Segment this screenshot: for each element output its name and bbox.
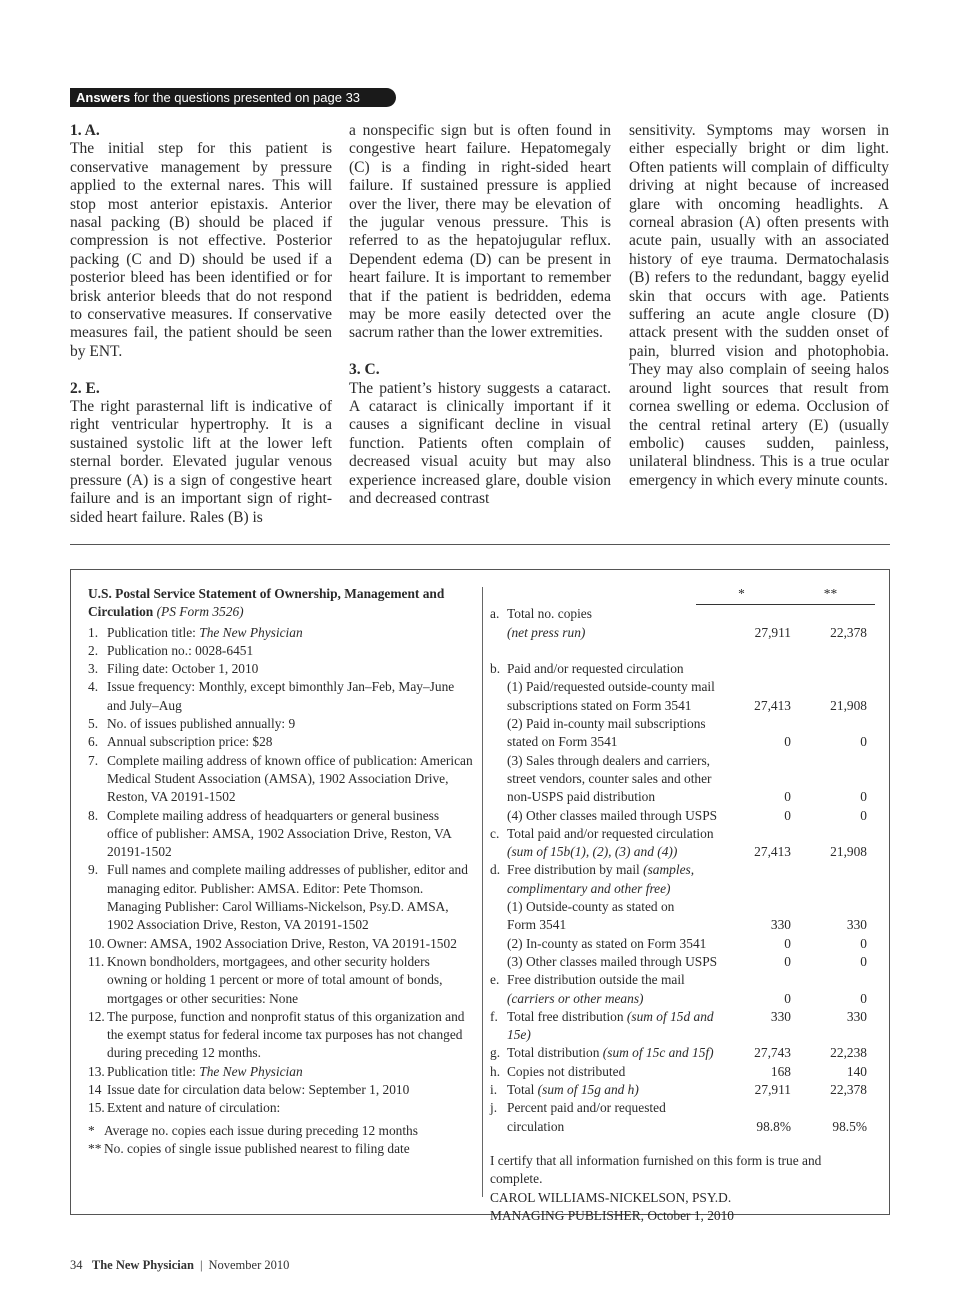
answers-banner	[70, 88, 396, 107]
row-value-single	[791, 642, 875, 660]
header-average: *	[738, 586, 745, 601]
circulation-header	[696, 585, 875, 605]
row-label: Total free distribution (sum of 15d and 15e)	[507, 1008, 714, 1043]
statement-item	[88, 935, 473, 953]
row-label: street vendors, counter sales and other	[507, 770, 712, 786]
item-text: Publication title: The New Physician	[107, 1063, 303, 1079]
item-text: Publication title: The New Physician	[107, 624, 303, 640]
table-row	[490, 1063, 875, 1081]
table-row	[490, 642, 875, 660]
section-divider	[70, 544, 890, 545]
row-letter: g.	[490, 1045, 501, 1061]
row-value-single: 22,378	[830, 624, 867, 640]
row-value-average: 0	[784, 990, 791, 1006]
table-row	[490, 825, 875, 843]
answer-3-heading: 3. C.	[349, 361, 380, 379]
row-value-average	[723, 1099, 791, 1117]
row-value-average: 98.8%	[756, 1118, 791, 1134]
item-number: 14	[88, 1082, 102, 1098]
row-letter	[490, 624, 507, 642]
row-letter: b.	[490, 661, 501, 677]
row-label: subscriptions stated on Form 3541	[507, 697, 692, 713]
row-value-average: 27,413	[754, 844, 791, 860]
item-number: 6.	[88, 734, 99, 750]
table-row	[490, 697, 875, 715]
table-row	[490, 770, 875, 788]
statement-item	[88, 807, 473, 862]
row-label: Free distribution outside the mail	[507, 972, 685, 988]
table-row	[490, 605, 875, 623]
row-value-average	[723, 825, 791, 843]
item-text: Complete mailing address of known office of publication: American Medical Student Association (AMSA), 1902 Association Drive, Reston, VA 20191-1502	[107, 752, 473, 805]
row-value-single: 22,238	[830, 1045, 867, 1061]
row-value-average: 0	[784, 935, 791, 951]
circulation-table	[490, 605, 875, 1136]
statement-item	[88, 624, 473, 642]
row-value-average	[723, 898, 791, 916]
row-letter	[490, 807, 507, 825]
page-number: 34	[70, 1258, 83, 1272]
row-value-average: 27,413	[754, 697, 791, 713]
answer-1-body: The initial step for this patient is conservative management by pressure applied to the external nares. This will stop most anterior epistaxis. Anterior nasal packing (B) should be placed if compression is not effective. Posterior packing (C and D) should be used if a posterior bleed has been identified or for brisk anterior bleeds that do not respond to conservative measures. If conservative measures fail, the patient should be seen by ENT.	[70, 140, 332, 360]
row-italic: (sum of 15c and 15f)	[602, 1045, 714, 1061]
item-number: 11.	[88, 953, 105, 969]
row-label: Total (sum of 15g and h)	[507, 1082, 639, 1098]
row-value-average: 27,743	[754, 1045, 791, 1061]
row-value-single	[791, 971, 875, 989]
item-number: 9.	[88, 862, 99, 878]
row-letter	[490, 752, 507, 770]
statement-left	[88, 585, 473, 1158]
statement-right	[490, 585, 875, 1225]
row-letter	[490, 642, 507, 660]
answer-3-continued: sensitivity. Symptoms may worsen in either especially bright or dim light. Often patients will complain of difficulty driving at night because of increased glare with oncoming headlights. A corneal abrasion (A) often presents with acute pain, usually with an associated history of eye trauma. Dermatochalasis (B) refers to the redundant, baggy eyelid skin that occurs with age. Patients suffering an acute angle closure (D) attack present with the sudden onset of pain, blurred vision and photophobia. They may also complain of seeing halos around light sources that result from cornea swelling or edema. Occlusion of the central retinal artery (E) (usually embolic) causes sudden, painless, unilateral blindness. This is a true ocular emergency in which every minute counts.	[629, 122, 889, 489]
row-value-single: 0	[860, 990, 867, 1006]
footnote-text: Average no. copies each issue during preceding 12 months	[104, 1122, 418, 1138]
table-row	[490, 1081, 875, 1099]
column-2	[349, 122, 611, 509]
item-number: 8.	[88, 807, 99, 823]
row-value-single	[791, 1099, 875, 1117]
row-italic: (sum of 15b(1), (2), (3) and (4))	[507, 844, 678, 860]
table-row	[490, 715, 875, 733]
row-label	[507, 990, 723, 1008]
certification	[490, 1152, 875, 1225]
statement-item	[88, 1099, 473, 1117]
statement-footnotes	[88, 1122, 473, 1159]
row-letter	[490, 953, 507, 971]
row-letter: d.	[490, 862, 501, 878]
row-label: (2) Paid in-county mail subscriptions	[507, 716, 706, 732]
statement-item	[88, 1063, 473, 1081]
table-row	[490, 678, 875, 696]
item-number: 1.	[88, 624, 99, 640]
row-value-single	[791, 898, 875, 916]
row-label: (1) Paid/requested outside-county mail	[507, 679, 715, 695]
row-value-average: 27,911	[754, 1082, 791, 1098]
item-text: Annual subscription price: $28	[107, 734, 273, 750]
row-letter	[490, 788, 507, 806]
statement-item	[88, 642, 473, 660]
footnote-symbol: *	[88, 1122, 95, 1138]
item-text: Issue date for circulation data below: September 1, 2010	[107, 1082, 410, 1098]
row-value-average	[723, 678, 791, 696]
item-italic: The New Physician	[199, 624, 303, 640]
row-letter	[490, 898, 507, 916]
row-value-average	[723, 642, 791, 660]
row-label: Total paid and/or requested circulation	[507, 825, 714, 841]
row-value-single: 330	[846, 1008, 867, 1024]
header-single: **	[823, 586, 838, 601]
row-italic: (carriers or other means)	[507, 990, 644, 1006]
row-letter	[490, 916, 507, 934]
row-value-average: 27,911	[754, 624, 791, 640]
signer-name: CAROL WILLIAMS-NICKELSON, PSY.D.	[490, 1189, 732, 1205]
row-letter: e.	[490, 972, 500, 988]
footnote	[88, 1140, 473, 1158]
row-letter: c.	[490, 825, 500, 841]
row-value-average: 0	[784, 953, 791, 969]
row-label: stated on Form 3541	[507, 734, 618, 750]
column-3	[629, 122, 889, 490]
row-value-single	[791, 861, 875, 898]
item-text: Known bondholders, mortgagees, and other security holders owning or holding 1 percent or more of total amount of bonds, mortgages or other securities: None	[107, 953, 443, 1006]
item-number: 5.	[88, 716, 99, 732]
row-value-average: 0	[784, 734, 791, 750]
row-value-single: 0	[860, 789, 867, 805]
row-label: Total distribution (sum of 15c and 15f)	[507, 1045, 714, 1061]
row-italic: (samples, complimentary and other free)	[507, 862, 695, 896]
row-label: Paid and/or requested circulation	[507, 661, 684, 677]
statement-item	[88, 1081, 473, 1099]
item-number: 10.	[88, 935, 105, 951]
answer-1-heading: 1. A.	[70, 122, 100, 139]
table-row	[490, 971, 875, 989]
table-row	[490, 898, 875, 916]
item-number: 15.	[88, 1100, 105, 1116]
magazine-name: The New Physician	[91, 1258, 194, 1272]
row-letter	[490, 843, 507, 861]
row-label: non-USPS paid distribution	[507, 789, 656, 805]
row-label: (3) Sales through dealers and carriers,	[507, 752, 711, 768]
row-letter	[490, 678, 507, 696]
statement-item	[88, 660, 473, 678]
row-italic: (sum of 15d and 15e)	[507, 1008, 714, 1043]
item-number: 13.	[88, 1063, 105, 1079]
answer-2-heading: 2. E.	[70, 379, 100, 397]
row-value-average: 0	[784, 807, 791, 823]
row-value-average	[723, 660, 791, 678]
row-value-single	[791, 752, 875, 770]
row-letter: a.	[490, 606, 500, 622]
row-italic: (sum of 15g and h)	[537, 1082, 639, 1098]
table-row	[490, 624, 875, 642]
statement-item	[88, 733, 473, 751]
column-1	[70, 122, 332, 527]
statement-item	[88, 1008, 473, 1063]
row-label	[507, 624, 723, 642]
table-row	[490, 916, 875, 934]
row-value-average	[723, 752, 791, 770]
row-label: (1) Outside-county as stated on	[507, 899, 675, 915]
table-row	[490, 733, 875, 751]
table-row	[490, 861, 875, 898]
row-label: Copies not distributed	[507, 1063, 626, 1079]
item-text: Complete mailing address of headquarters or general business office of publisher: AMSA, 1902 Association Drive, Reston, VA 20191-1502	[107, 807, 452, 860]
row-value-average	[723, 715, 791, 733]
item-text: Extent and nature of circulation:	[107, 1100, 281, 1116]
table-row	[490, 1044, 875, 1062]
page-footer	[70, 1258, 289, 1273]
row-value-average: 330	[770, 917, 791, 933]
row-value-single: 22,378	[830, 1082, 867, 1098]
row-value-single: 0	[860, 734, 867, 750]
row-label: Total no. copies	[507, 606, 592, 622]
statement-column-divider	[482, 587, 483, 1197]
row-italic: (net press run)	[507, 624, 586, 640]
answer-2-body: The right parasternal lift is indicative of right ventricular hypertrophy. It is a sustained systolic lift at the lower left sternal border. Elevated jugular venous pressure (A) is a sign of congestive heart failure and is an important sign of right-sided heart failure. Rales (B) is	[70, 398, 332, 526]
table-row	[490, 935, 875, 953]
statement-item	[88, 678, 473, 715]
item-text: Publication no.: 0028-6451	[107, 642, 254, 658]
row-label: Form 3541	[507, 917, 567, 933]
item-number: 3.	[88, 661, 99, 677]
row-value-single	[791, 825, 875, 843]
row-letter	[490, 1118, 507, 1136]
row-value-single: 98.5%	[832, 1118, 867, 1134]
item-number: 2.	[88, 642, 99, 658]
row-letter: j.	[490, 1100, 498, 1116]
row-label: (4) Other classes mailed through USPS	[507, 807, 718, 823]
table-row	[490, 953, 875, 971]
table-row	[490, 788, 875, 806]
row-value-single	[791, 660, 875, 678]
row-value-single: 0	[860, 953, 867, 969]
item-number: 12.	[88, 1008, 105, 1024]
table-row	[490, 752, 875, 770]
row-label	[507, 843, 723, 861]
signer-title: MANAGING PUBLISHER, October 1, 2010	[490, 1207, 734, 1223]
row-letter: h.	[490, 1063, 501, 1079]
statement-title: U.S. Postal Service Statement of Ownership, Management and Circulation (PS Form 3526)	[88, 586, 445, 620]
row-label: (3) Other classes mailed through USPS	[507, 953, 718, 969]
item-number: 4.	[88, 679, 99, 695]
row-label: circulation	[507, 1118, 565, 1134]
footnote	[88, 1122, 473, 1140]
row-value-single: 21,908	[830, 697, 867, 713]
table-row	[490, 660, 875, 678]
table-row	[490, 990, 875, 1008]
footnote-symbol: **	[88, 1140, 102, 1156]
row-value-single: 330	[846, 917, 867, 933]
row-value-single	[791, 678, 875, 696]
row-letter	[490, 715, 507, 733]
row-letter: f.	[490, 1008, 498, 1024]
item-number: 7.	[88, 752, 99, 768]
statement-item	[88, 752, 473, 807]
statement-items	[88, 624, 473, 1118]
row-value-average	[723, 861, 791, 898]
certify-text: I certify that all information furnished on this form is true and complete.	[490, 1152, 822, 1187]
table-row	[490, 807, 875, 825]
footer-separator: |	[199, 1258, 203, 1272]
row-value-single	[791, 715, 875, 733]
row-value-average	[723, 770, 791, 788]
table-row	[490, 1118, 875, 1136]
row-value-single	[791, 605, 875, 623]
answer-3-body: The patient’s history suggests a cataract. A cataract is clinically important if it causes a significant decline in visual function. Patients often complain of decreased visual acuity but may also experience increased glare, double vision and decreased contrast	[349, 379, 611, 508]
item-text: No. of issues published annually: 9	[107, 716, 296, 732]
item-text: The purpose, function and nonprofit status of this organization and the exempt status for federal income tax purposes has not changed during preceding 12 months.	[107, 1008, 465, 1061]
row-letter	[490, 733, 507, 751]
row-value-single: 140	[846, 1063, 867, 1079]
row-value-average: 168	[770, 1063, 791, 1079]
table-row	[490, 1008, 875, 1045]
footnote-text: No. copies of single issue published nearest to filing date	[104, 1140, 410, 1156]
row-label	[507, 642, 723, 660]
statement-item	[88, 953, 473, 1008]
row-letter	[490, 697, 507, 715]
table-row	[490, 1099, 875, 1117]
row-value-average: 330	[770, 1008, 791, 1024]
row-value-average: 0	[784, 789, 791, 805]
row-value-average	[723, 971, 791, 989]
row-value-average	[723, 605, 791, 623]
banner-bold: Answers	[76, 90, 131, 105]
row-value-single	[791, 770, 875, 788]
statement-form: (PS Form 3526)	[156, 604, 244, 620]
row-letter: i.	[490, 1082, 498, 1098]
row-label: (2) In-county as stated on Form 3541	[507, 935, 707, 951]
item-text: Owner: AMSA, 1902 Association Drive, Reston, VA 20191-1502	[107, 935, 457, 951]
table-row	[490, 843, 875, 861]
item-text: Filing date: October 1, 2010	[107, 661, 259, 677]
row-label: Percent paid and/or requested	[507, 1100, 666, 1116]
row-label: Free distribution by mail (samples, complimentary and other free)	[507, 862, 695, 896]
row-value-single: 0	[860, 935, 867, 951]
item-italic: The New Physician	[199, 1063, 303, 1079]
row-value-single: 21,908	[830, 844, 867, 860]
row-value-single: 0	[860, 807, 867, 823]
row-letter	[490, 935, 507, 953]
row-letter	[490, 770, 507, 788]
statement-item	[88, 861, 473, 934]
issue-date: November 2010	[208, 1258, 290, 1272]
statement-item	[88, 715, 473, 733]
banner-text: for the questions presented on page 33	[130, 90, 361, 105]
item-text: Issue frequency: Monthly, except bimonthly Jan–Feb, May–June and July–Aug	[107, 679, 455, 713]
item-text: Full names and complete mailing addresses of publisher, editor and managing editor. Publisher: AMSA. Editor: Pete Thomson. Managing Publisher: Carol Williams-Nickelson, Psy.D. AMSA, 1902 Association Drive, Reston, VA 20191-1502	[107, 862, 468, 933]
row-letter	[490, 990, 507, 1008]
answer-2-continued: a nonspecific sign but is often found in congestive heart failure. Hepatomegaly (C) is a finding in right-sided heart failure. If sustained pressure is applied over the liver, there may be elevation of the jugular venous pressure. This is referred to as the hepatojugular reflux. Dependent edema (D) can be present in heart failure. It is important to remember that if the patient is bedridden, edema may be more easily detected over the sacrum rather than the lower extremities.	[349, 122, 611, 342]
